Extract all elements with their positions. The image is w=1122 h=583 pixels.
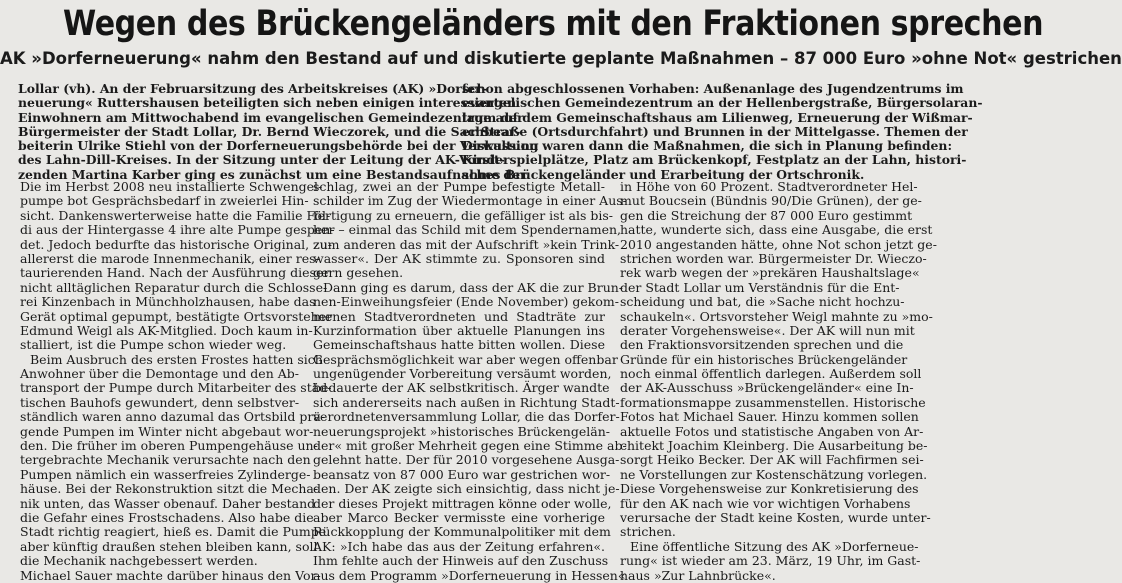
- text-line: beansatz von 87 000 Euro war gestrichen wor-: [313, 466, 611, 482]
- text-line: Beim Ausbruch des ersten Frostes hatten sich: [30, 351, 323, 367]
- text-line: Pumpen nämlich ein wasserfreies Zylinderge-: [20, 466, 311, 482]
- text-line: nik unten, das Wasser obenauf. Daher bestand: [20, 495, 316, 511]
- text-line: hatte, wunderte sich, dass eine Ausgabe, die erst: [620, 222, 933, 238]
- text-line: tischen Bauhofs gewundert, denn selbstver-: [20, 394, 300, 410]
- text-line: menen Stadtverordneten und Stadträte zur: [313, 308, 605, 324]
- text-line: scheidung und bat, die »Sache nicht hochzu-: [620, 294, 905, 310]
- text-line: Eine öffentliche Sitzung des AK »Dorferneue-: [630, 538, 919, 554]
- text-line: allererst die marode Innenmechanik, einer res-: [20, 250, 320, 266]
- text-line: ne Vorstellungen zur Kostenschätzung vorlegen.: [620, 466, 928, 482]
- text-line: Einwohnern am Mittwochabend im evangelischen Gemeindezentrum der: [18, 109, 524, 125]
- text-line: Gründe für ein historisches Brückengeländer: [620, 351, 908, 367]
- text-line: ständlich waren anno dazumal das Ortsbild prä-: [20, 409, 326, 425]
- subheadline: AK »Dorferneuerung« nahm den Bestand auf und diskutierte geplante Maßnahmen – 87 000 Euro »ohne Not« gestrichen: [0, 49, 1122, 68]
- text-line: sches Brückengeländer und Erarbeitung der Ortschronik.: [462, 166, 865, 182]
- body-column-1: [20, 179, 335, 583]
- lead-paragraph-right: [462, 81, 983, 182]
- body-column-2: [313, 179, 627, 583]
- text-line: Gesprächsmöglichkeit war aber wegen offenbar: [313, 351, 618, 367]
- text-line: wasser«. Der AK stimmte zu. Sponsoren sind: [313, 250, 605, 266]
- text-line: nen-Einweihungsfeier (Ende November) gekom-: [313, 294, 619, 310]
- text-line: Gemeinschaftshaus hatte bitten wollen. Diese: [313, 337, 605, 353]
- text-line: zum anderen das mit der Aufschrift »kein Trink-: [313, 236, 620, 252]
- text-line: Ihm fehlte auch der Hinweis auf den Zuschuss: [313, 553, 609, 569]
- text-line: den. Die früher im oberen Pumpengehäuse un-: [20, 438, 318, 454]
- text-line: Kurzinformation über aktuelle Planungen ins: [313, 322, 605, 338]
- text-line: di aus der Hintergasse 4 ihre alte Pumpe gespen-: [20, 222, 335, 238]
- text-line: schaukeln«. Ortsvorsteher Weigl mahnte zu »mo-: [620, 308, 933, 324]
- text-line: aber künftig draußen stehen bleiben kann, soll: [20, 538, 318, 554]
- text-line: aus dem Programm »Dorferneuerung in Hessen«: [313, 567, 626, 583]
- text-line: für den AK nach wie vor wichtigen Vorhabens: [620, 495, 911, 511]
- text-line: der Stadt Lollar um Verständnis für die Ent-: [620, 279, 900, 295]
- text-line: haus »Zur Lahnbrücke«.: [620, 567, 776, 583]
- text-line: beiterin Ulrike Stiehl von der Dorferneuerungsbehörde bei der Verwaltung: [18, 138, 539, 154]
- text-line: er Straße (Ortsdurchfahrt) und Brunnen in der Mittelgasse. Themen der: [462, 123, 968, 139]
- text-line: gern gesehen.: [313, 265, 404, 281]
- text-line: Dann ging es darum, dass der AK die zur Brun-: [323, 279, 624, 295]
- text-line: Stadt richtig reagiert, hieß es. Damit die Pumpe: [20, 524, 327, 540]
- text-line: lage auf dem Gemeinschaftshaus am Lilienweg, Erneuerung der Wißmar-: [462, 109, 973, 125]
- text-line: noch einmal öffentlich darlegen. Außerdem soll: [620, 366, 922, 382]
- text-line: den. Der AK zeigte sich einsichtig, dass nicht je-: [313, 481, 620, 497]
- text-line: Anwohner über die Demontage und den Ab-: [20, 366, 299, 382]
- text-line: verordnetenversammlung Lollar, die das Dorfer-: [313, 409, 620, 425]
- text-line: Die im Herbst 2008 neu installierte Schwengel-: [20, 179, 323, 194]
- text-line: die Gefahr eines Frostschadens. Also habe die: [20, 509, 314, 525]
- text-line: in Höhe von 60 Prozent. Stadtverordneter Hel-: [620, 179, 918, 194]
- text-line: Fotos hat Michael Sauer. Hinzu kommen sollen: [620, 409, 919, 425]
- text-line: fertigung zu erneuern, die gefälliger ist als bis-: [313, 207, 614, 223]
- text-line: Lollar (vh). An der Februarsitzung des Arbeitskreises (AK) »Dorfer-: [18, 81, 487, 96]
- text-line: gen die Streichung der 87 000 Euro gestimmt: [620, 207, 913, 223]
- text-line: transport der Pumpe durch Mitarbeiter des städ-: [20, 380, 332, 396]
- text-line: mut Boucsein (Bündnis 90/Die Grünen), der ge-: [620, 193, 922, 209]
- text-line: rek warb wegen der »prekären Haushaltslage«: [620, 265, 920, 281]
- text-line: sich andererseits nach außen in Richtung Stadt-: [313, 394, 620, 410]
- lead-paragraph-left: [18, 81, 539, 182]
- text-line: schilder im Zug der Wiedermontage in einer Aus-: [313, 193, 627, 209]
- text-line: chitekt Joachim Kleinberg. Die Ausarbeitung be-: [620, 438, 928, 454]
- text-line: Gerät optimal gepumpt, bestätigte Ortsvorsteher: [20, 308, 333, 324]
- headline: Wegen des Brückengeländers mit den Fraktionen sprechen: [63, 4, 1044, 44]
- text-line: verursache der Stadt keine Kosten, wurde unter-: [620, 509, 931, 525]
- text-line: der« mit großer Mehrheit gegen eine Stimme ab-: [313, 438, 627, 454]
- text-line: strichen worden war. Bürgermeister Dr. Wieczo-: [620, 250, 927, 266]
- text-line: schon abgeschlossenen Vorhaben: Außenanlage des Jugendzentrums im: [462, 81, 964, 96]
- text-line: rei Kinzenbach in Münchholzhausen, habe das: [20, 294, 316, 310]
- text-line: pumpe bot Gesprächsbedarf in zweierlei Hin-: [20, 193, 309, 209]
- text-line: rung« ist wieder am 23. März, 19 Uhr, im Gast-: [620, 553, 921, 569]
- text-line: gelehnt hatte. Der für 2010 vorgesehene Ausga-: [313, 452, 620, 468]
- text-line: her – einmal das Schild mit dem Spendernamen,: [313, 222, 622, 238]
- text-line: zenden Martina Karber ging es zunächst um eine Bestandsaufnahme der: [18, 166, 527, 182]
- text-line: der dieses Projekt mittragen könne oder wolle,: [313, 495, 612, 511]
- text-line: neuerung« Ruttershausen beteiligten sich neben einigen interessierten: [18, 95, 517, 111]
- text-line: die Mechanik nachgebessert werden.: [20, 553, 258, 569]
- text-line: sorgt Heiko Becker. Der AK will Fachfirmen sei-: [620, 452, 924, 468]
- text-line: tergebrachte Mechanik verursachte nach den: [20, 452, 311, 468]
- text-line: den Fraktionsvorsitzenden sprechen und die: [620, 337, 904, 353]
- text-line: Edmund Weigl als AK-Mitglied. Doch kaum in-: [20, 322, 313, 338]
- text-line: Bürgermeister der Stadt Lollar, Dr. Bernd Wieczorek, und die Sachbear-: [18, 123, 521, 139]
- text-line: neuerungsprojekt »historisches Brückengelän-: [313, 423, 610, 439]
- text-line: Michael Sauer machte darüber hinaus den Vor-: [20, 567, 321, 583]
- text-line: sicht. Dankenswerterweise hatte die Familie Föl-: [20, 207, 331, 223]
- text-line: evangelischen Gemeindezentrum an der Hellenbergstraße, Bürgersolaran-: [462, 95, 983, 111]
- text-line: ungenügender Vorbereitung versäumt worden,: [313, 366, 612, 382]
- text-line: stalliert, ist die Pumpe schon wieder weg.: [20, 337, 287, 353]
- text-line: Kinderspielplätze, Platz am Brückenkopf, Festplatz an der Lahn, histori-: [462, 152, 967, 168]
- text-line: AK: »Ich habe das aus der Zeitung erfahren«.: [313, 538, 605, 554]
- text-line: gende Pumpen im Winter nicht abgebaut wor-: [20, 423, 314, 439]
- body-column-3: [620, 179, 937, 583]
- text-line: derater Vorgehensweise«. Der AK will nun mit: [620, 322, 915, 338]
- text-line: Rückkopplung der Kommunalpolitiker mit dem: [313, 524, 611, 540]
- text-line: nicht alltäglichen Reparatur durch die Schlosse-: [20, 279, 328, 295]
- text-line: taurierenden Hand. Nach der Ausführung dieser: [20, 265, 330, 281]
- text-line: des Lahn-Dill-Kreises. In der Sitzung unter der Leitung der AK-Vorsit-: [18, 152, 505, 168]
- text-line: aber Marco Becker vermisste eine vorherige: [313, 509, 605, 525]
- text-line: 2010 angestanden hätte, ohne Not schon jetzt ge-: [620, 236, 937, 252]
- text-line: schlag, zwei an der Pumpe befestigte Metall-: [313, 179, 605, 194]
- text-line: häuse. Bei der Rekonstruktion sitzt die Mecha-: [20, 481, 319, 497]
- text-line: formationsmappe zusammenstellen. Historische: [620, 394, 926, 410]
- text-line: det. Jedoch bedurfte das historische Original, zu-: [20, 236, 332, 252]
- text-line: der AK-Ausschuss »Brückengeländer« eine In-: [620, 380, 914, 396]
- text-line: Diskussion waren dann die Maßnahmen, die sich in Planung befinden:: [462, 138, 953, 154]
- text-line: strichen.: [620, 524, 676, 540]
- text-line: Diese Vorgehensweise zur Konkretisierung des: [620, 481, 919, 497]
- text-line: aktuelle Fotos und statistische Angaben von Ar-: [620, 423, 924, 439]
- text-line: bedauerte der AK selbstkritisch. Ärger wandte: [313, 380, 610, 396]
